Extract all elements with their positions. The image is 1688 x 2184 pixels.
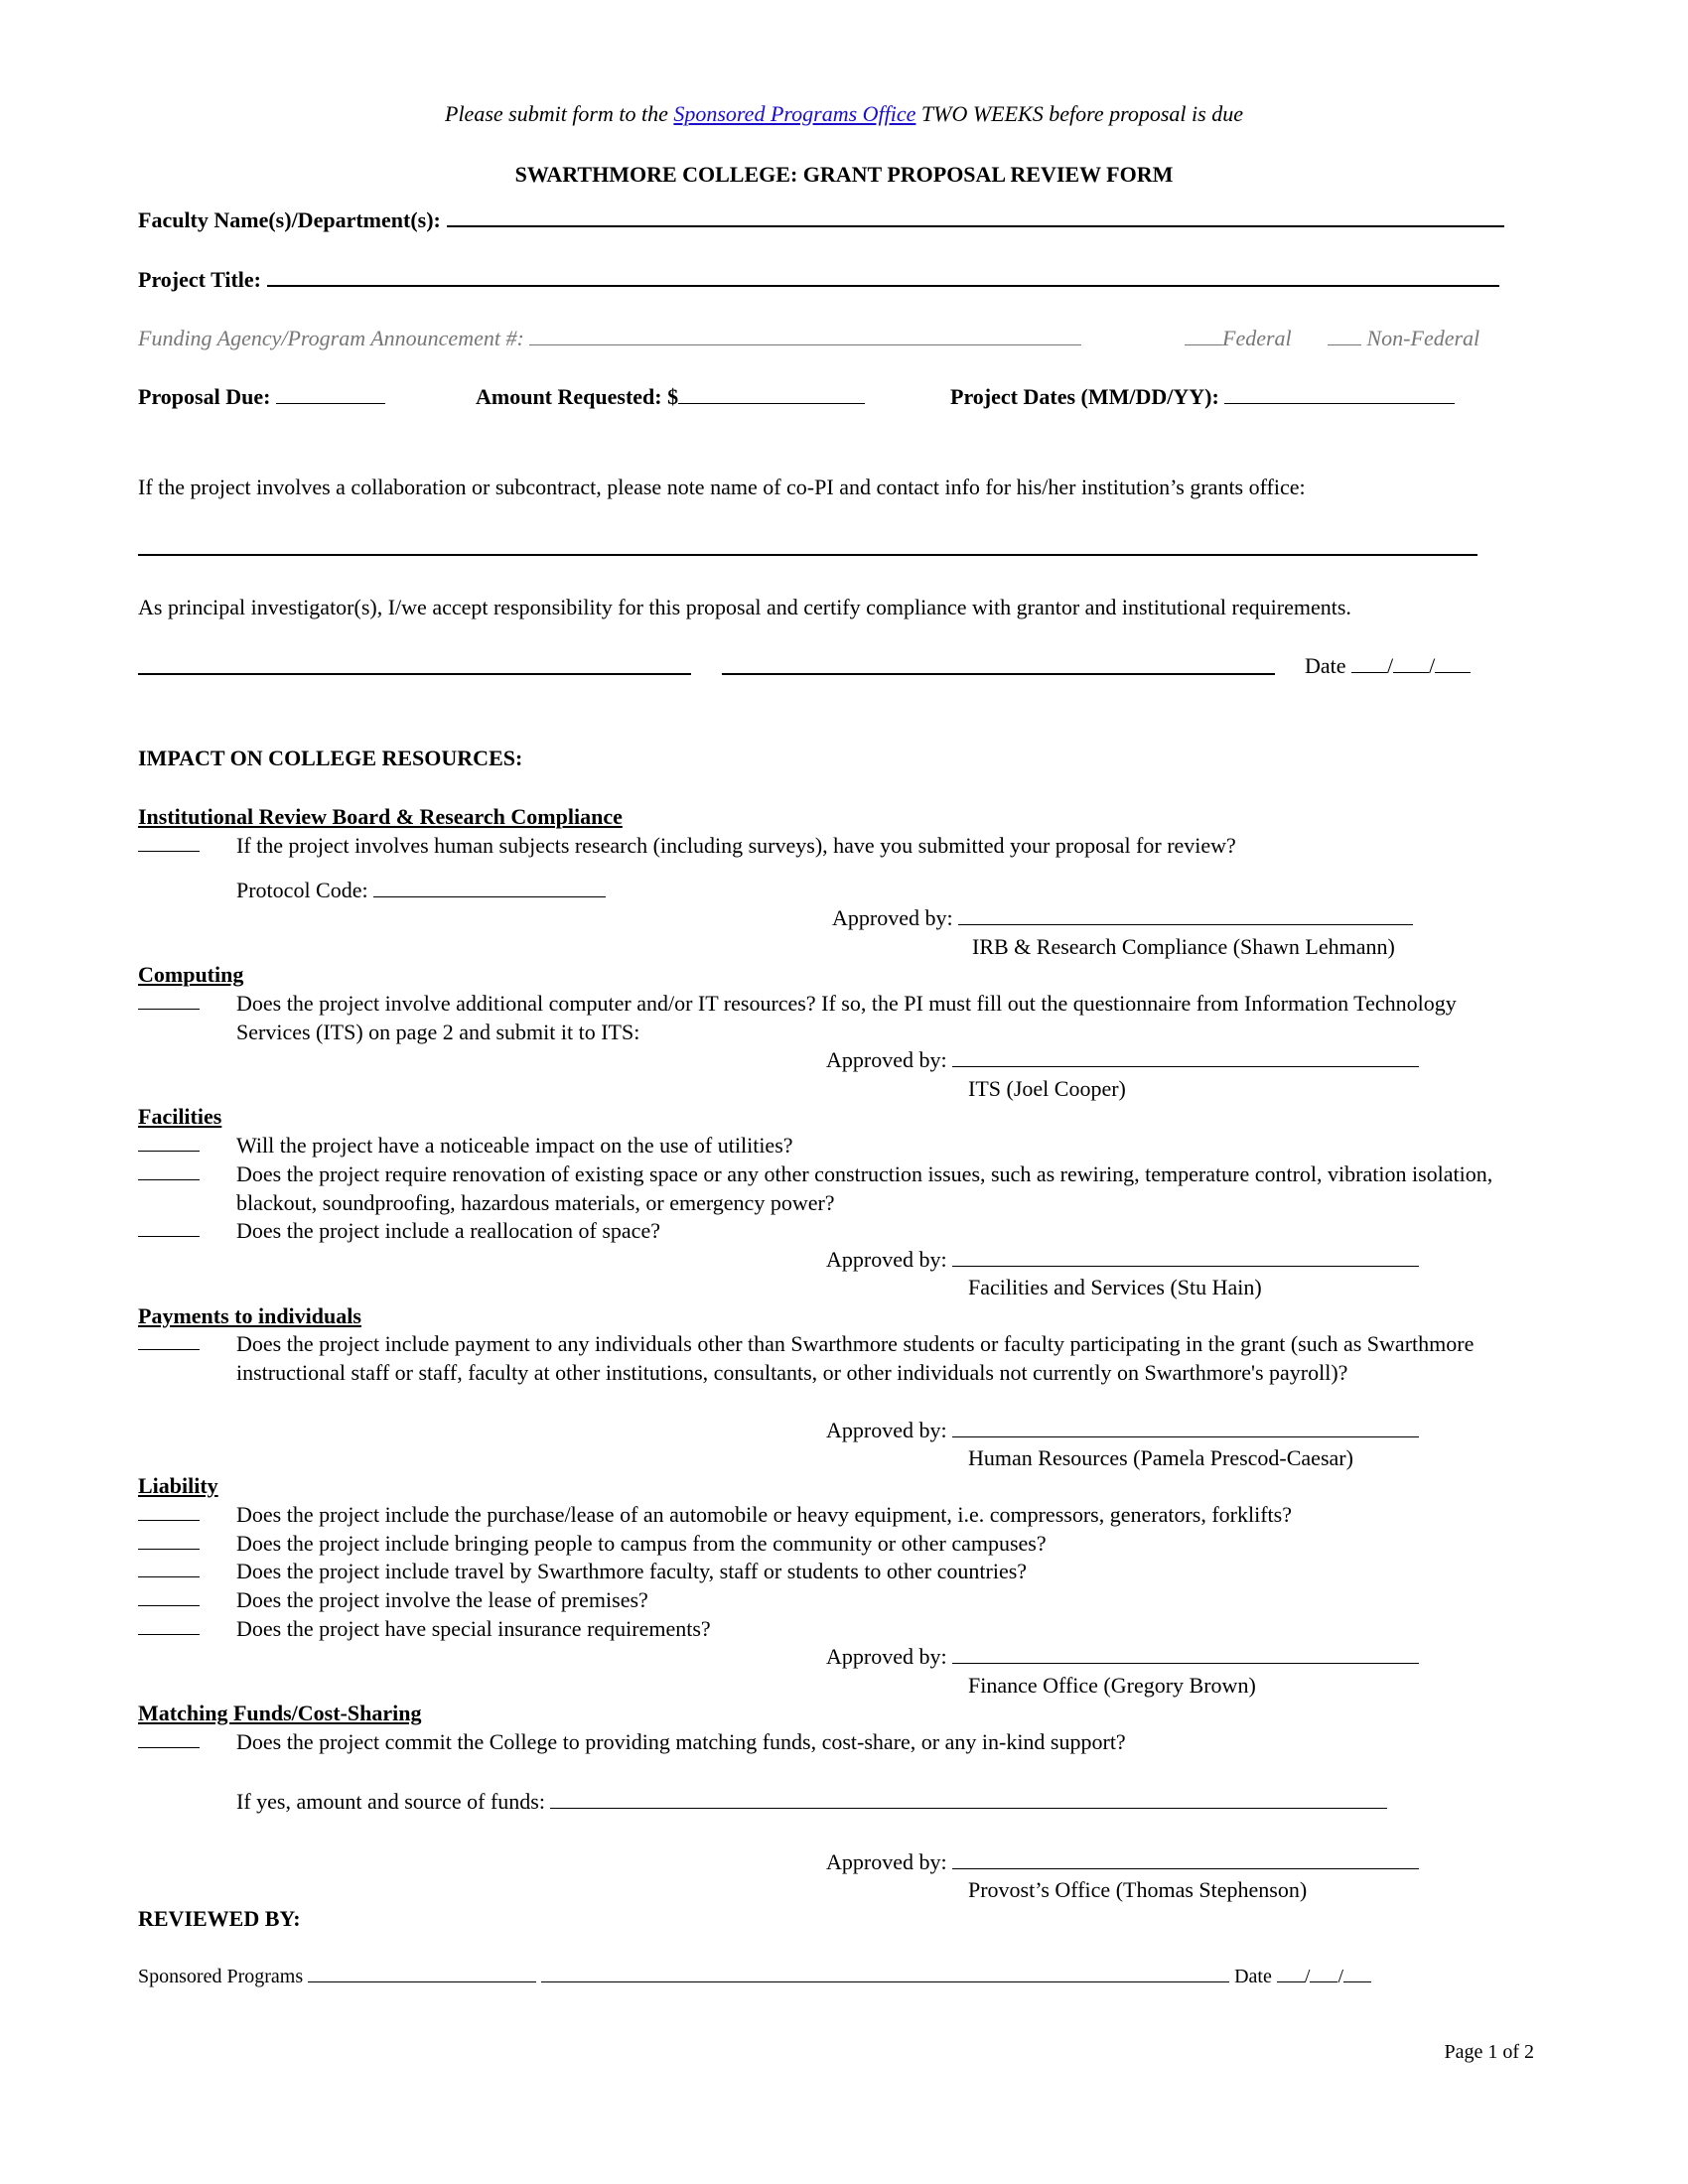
collaboration-note: If the project involves a collaboration or subcontract, please note name of co-PI and contact info for his/her institution’s grants office: (138, 475, 1306, 499)
facilities-approver: Facilities and Services (Stu Hain) (968, 1275, 1262, 1299)
faculty-field[interactable]: Faculty Name(s)/Department(s): (138, 205, 1504, 234)
payments-heading: Payments to individuals (138, 1303, 361, 1328)
facilities-heading: Facilities (138, 1104, 222, 1129)
pi-signature-line-1[interactable] (138, 673, 691, 675)
liability-question-5[interactable]: Does the project have special insurance requirements? (138, 1614, 1528, 1643)
facilities-question-2[interactable]: Does the project require renovation of existing space or any other construction issues, such as rewiring, temperature control, vibration isolation, blackout, soundproofing, hazardous materials, or emergency power? (138, 1160, 1528, 1217)
computing-heading: Computing (138, 962, 244, 987)
certification-text: As principal investigator(s), I/we accept responsibility for this proposal and certify compliance with grantor and institutional requirements. (138, 595, 1351, 619)
computing-question[interactable]: Does the project involve additional computer and/or IT resources? If so, the PI must fill out the questionnaire from Information Technology Services (ITS) on page 2 and submit it to ITS: (138, 989, 1528, 1046)
irb-question[interactable]: If the project involves human subjects research (including surveys), have you submitted your proposal for review? (138, 831, 1528, 860)
matching-question[interactable]: Does the project commit the College to providing matching funds, cost-share, or any in-kind support? (138, 1727, 1528, 1756)
reviewed-by-heading: REVIEWED BY: (138, 1906, 301, 1931)
facilities-question-3[interactable]: Does the project include a reallocation of space? (138, 1216, 1528, 1245)
pi-date-field[interactable]: Date / / (1305, 651, 1471, 680)
page-title: SWARTHMORE COLLEGE: GRANT PROPOSAL REVIEW FORM (514, 162, 1174, 187)
liability-question-3[interactable]: Does the project include travel by Swarthmore faculty, staff or students to other countries? (138, 1557, 1528, 1585)
project-dates-field[interactable]: Project Dates (MM/DD/YY): (950, 382, 1455, 411)
amount-requested-field[interactable]: Amount Requested: $ (476, 382, 865, 411)
liability-approved-by[interactable]: Approved by: (826, 1642, 1419, 1671)
project-title-field[interactable]: Project Title: (138, 265, 1499, 294)
payments-approved-by[interactable]: Approved by: (826, 1416, 1419, 1444)
matching-approver: Provost’s Office (Thomas Stephenson) (968, 1877, 1308, 1902)
liability-heading: Liability (138, 1473, 218, 1498)
payments-question[interactable]: Does the project include payment to any individuals other than Swarthmore students or faculty participating in the grant (such as Swarthmore instructional staff or staff, faculty at other institutions, consultants, or other individuals not currently on Swarthmore's payroll)? (138, 1329, 1528, 1387)
liability-question-2[interactable]: Does the project include bringing people to campus from the community or other campuses? (138, 1529, 1528, 1558)
protocol-code-field[interactable]: Protocol Code: (236, 876, 606, 904)
payments-approver: Human Resources (Pamela Prescod-Caesar) (968, 1445, 1353, 1470)
submission-note: Please submit form to the Sponsored Programs Office TWO WEEKS before proposal is due (445, 101, 1243, 126)
collaboration-input-line[interactable] (138, 554, 1477, 556)
funding-agency-field[interactable]: Funding Agency/Program Announcement #: (138, 324, 1081, 352)
liability-question-1[interactable]: Does the project include the purchase/lease of an automobile or heavy equipment, i.e. compressors, generators, forklifts? (138, 1500, 1528, 1529)
page-number: Page 1 of 2 (1444, 2041, 1534, 2063)
impact-heading: IMPACT ON COLLEGE RESOURCES: (138, 746, 523, 770)
irb-approved-by[interactable]: Approved by: (832, 903, 1413, 932)
computing-approver: ITS (Joel Cooper) (968, 1076, 1126, 1101)
facilities-question-1[interactable]: Will the project have a noticeable impact on the use of utilities? (138, 1131, 1528, 1160)
funds-source-field[interactable]: If yes, amount and source of funds: (236, 1787, 1387, 1816)
computing-approved-by[interactable]: Approved by: (826, 1045, 1419, 1074)
matching-heading: Matching Funds/Cost-Sharing (138, 1701, 422, 1725)
liability-question-4[interactable]: Does the project involve the lease of premises? (138, 1585, 1528, 1614)
sponsored-programs-link[interactable]: Sponsored Programs Office (673, 101, 916, 126)
federal-option[interactable]: Federal (1185, 324, 1292, 352)
non-federal-option[interactable]: Non-Federal (1328, 324, 1479, 352)
irb-approver: IRB & Research Compliance (Shawn Lehmann) (972, 934, 1395, 959)
irb-heading: Institutional Review Board & Research Compliance (138, 804, 623, 829)
matching-approved-by[interactable]: Approved by: (826, 1847, 1419, 1876)
liability-approver: Finance Office (Gregory Brown) (968, 1673, 1256, 1698)
facilities-approved-by[interactable]: Approved by: (826, 1245, 1419, 1274)
pi-signature-line-2[interactable] (722, 673, 1275, 675)
proposal-due-field[interactable]: Proposal Due: (138, 382, 385, 411)
sponsored-programs-signoff[interactable]: Sponsored Programs Date / / (138, 1963, 1371, 1991)
